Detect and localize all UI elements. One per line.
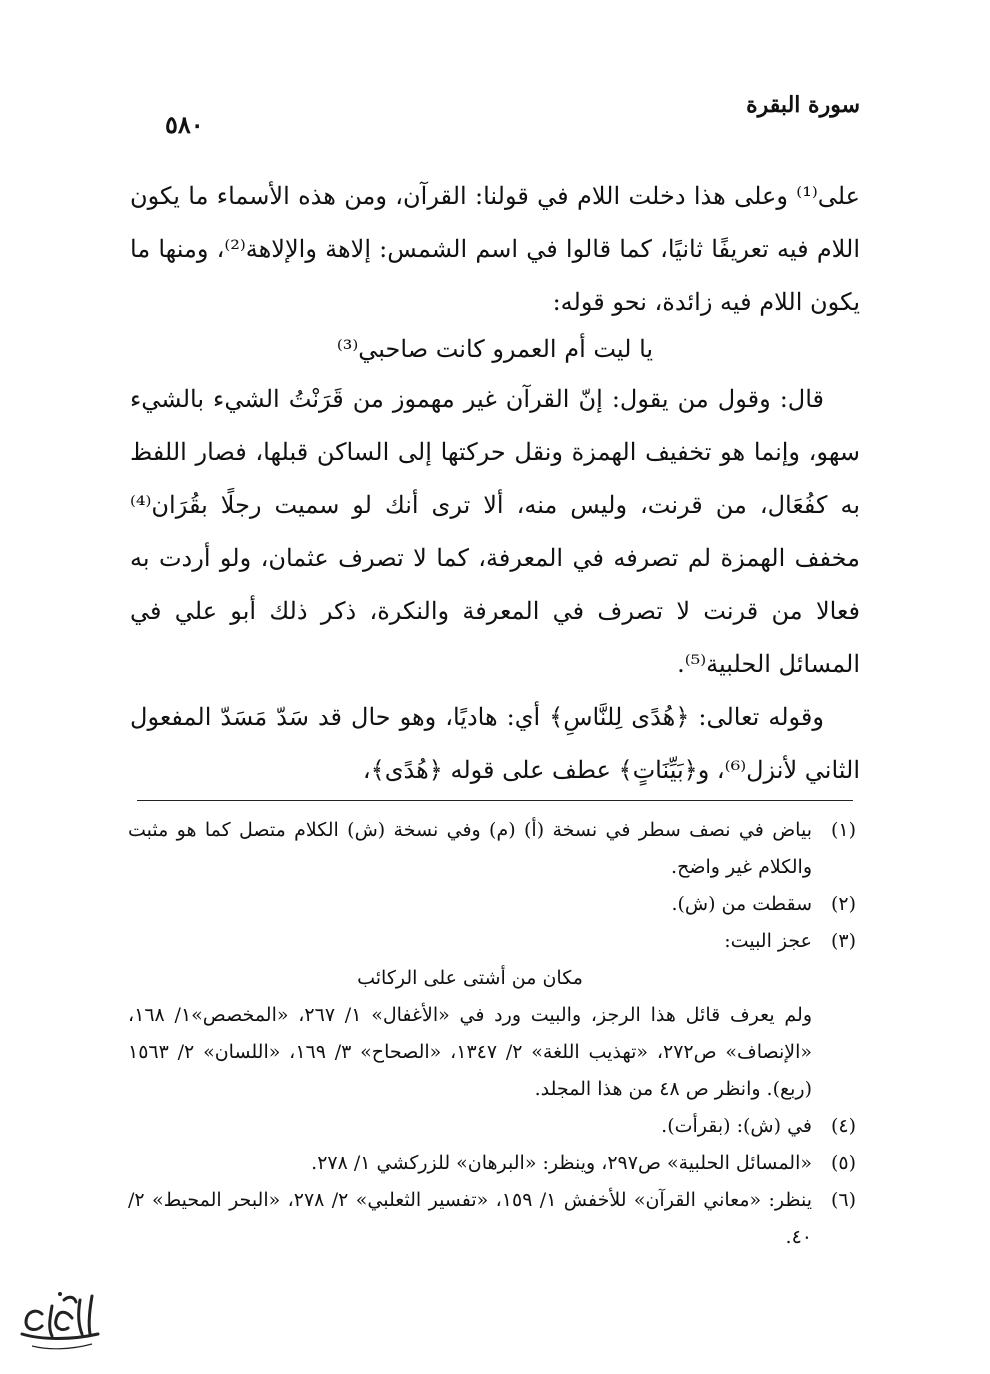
footnote <box>128 1108 856 1145</box>
footnote-number: (١) <box>830 819 856 841</box>
footnote <box>128 1182 856 1256</box>
footnote-number: (٦) <box>830 1189 856 1211</box>
footnote <box>128 1145 856 1182</box>
running-head: سورة البقرة <box>746 92 860 118</box>
footnote-text: عجز البيت: <box>724 930 812 952</box>
footnote-text: ينظر: «معاني القرآن» للأخفش ١/ ١٥٩، «تفسير الثعلبي» ٢/ ٢٧٨، «البحر المحيط» ٢/ ٤٠. <box>128 1189 812 1248</box>
poetry-verse: يا ليت أم العمرو كانت صاحبي⁽³⁾ <box>336 335 654 363</box>
main-text <box>130 170 860 797</box>
footnote-divider <box>137 800 853 801</box>
paragraph-1: على⁽¹⁾ وعلى هذا دخلت اللام في قولنا: القرآن، ومن هذه الأسماء ما يكون اللام فيه تعريفًا ثانيًا، كما قالوا في اسم الشمس: إلاهة والإلاهة⁽²⁾، ومنها ما يكون اللام فيه زائدة، نحو قوله: <box>130 182 860 316</box>
footnote-number: (٢) <box>830 893 856 915</box>
paragraph-2: قال: وقول من يقول: إنّ القرآن غير مهموز من قَرَنْتُ الشيء بالشيء سهو، وإنما هو تخفيف الهمزة ونقل حركتها إلى الساكن قبلها، فصار اللفظ به كفُعَال، من قرنت، وليس منه، ألا ترى أنك لو سميت رجلًا بقُرَان⁽⁴⁾ مخفف الهمزة لم تصرفه في المعرفة، كما لا تصرف عثمان، ولو أردت به فعالا من قرنت لا تصرف في المعرفة والنكرة، ذكر ذلك أبو علي في المسائل الحلبية⁽⁵⁾. <box>130 385 860 678</box>
footnotes <box>128 812 856 1256</box>
footnote-number: (٤) <box>830 1115 856 1137</box>
footnote-number: (٣) <box>830 930 856 952</box>
footnote-text: سقطت من (ش). <box>671 893 812 915</box>
footnote-verse: مكان من أشتى على الركائب <box>357 967 583 989</box>
footnote <box>128 886 856 923</box>
footnote-text: في (ش): (بقرأت). <box>661 1115 812 1137</box>
footnote-text: «المسائل الحلبية» ص٢٩٧، وينظر: «البرهان» للزركشي ١/ ٢٧٨. <box>311 1152 812 1174</box>
footnote <box>128 923 856 1108</box>
paragraph-3: وقوله تعالى: ﴿هُدًى لِلنَّاسِ﴾ أي: هاديًا، وهو حال قد سَدّ مَسَدّ المفعول الثاني لأنزل⁽⁶⁾، و﴿بَيِّنَاتٍ﴾ عطف على قوله ﴿هُدًى﴾، <box>130 703 860 784</box>
publisher-calligraphy-logo-icon <box>12 1288 104 1358</box>
footnote-text: ولم يعرف قائل هذا الرجز، والبيت ورد في «الأغفال» ١/ ٢٦٧، «المخصص»١/ ١٦٨، «الإنصاف» ص٢٧٢، «تهذيب اللغة» ٢/ ١٣٤٧، «الصحاح» ٣/ ١٦٩، «اللسان» ٢/ ١٥٦٣ (ربع). وانظر ص ٤٨ من هذا المجلد. <box>128 1004 812 1100</box>
footnote-number: (٥) <box>830 1152 856 1174</box>
footnote <box>128 812 856 886</box>
page-number: ٥٨٠ <box>165 110 204 139</box>
footnote-text: بياض في نصف سطر في نسخة (أ) (م) وفي نسخة (ش) الكلام متصل كما هو مثبت والكلام غير واضح. <box>128 819 812 878</box>
